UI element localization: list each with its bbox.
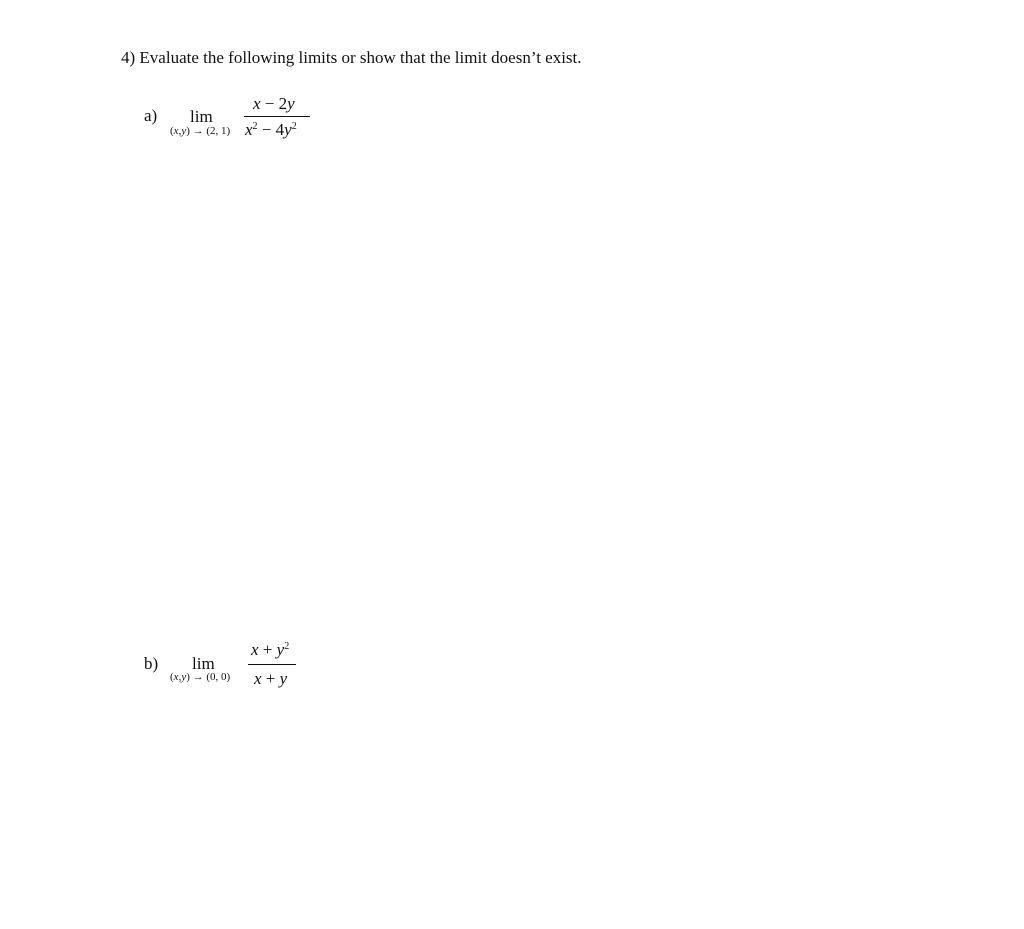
question-prompt	[121, 48, 582, 68]
part-a-denominator	[245, 120, 297, 140]
part-a-lim: lim	[190, 107, 213, 126]
part-a-sub-close: )	[186, 125, 190, 137]
part-b-fraction-bar	[248, 664, 296, 665]
part-b-numerator	[251, 640, 289, 660]
part-b-den-y: y	[279, 669, 288, 688]
part-b-lim-subscript	[170, 671, 230, 683]
part-b-sub-comma: ,	[178, 671, 182, 683]
part-a-den-minus: − 4	[257, 120, 285, 139]
part-a-den-x: x	[245, 120, 253, 139]
part-a-numerator	[253, 94, 295, 114]
question-number: 4)	[121, 48, 136, 67]
question-text: Evaluate the following limits or show that the limit doesn’t exist.	[139, 48, 582, 67]
part-b-num-plus: +	[258, 640, 277, 659]
part-a-lim-subscript	[170, 125, 230, 137]
part-a-label: a)	[144, 106, 158, 125]
part-b-sub-y: y	[181, 671, 187, 683]
part-b-label: b)	[144, 654, 159, 673]
part-b-sub-open: (	[170, 671, 174, 683]
part-b-sub-arrow: →	[189, 671, 207, 683]
part-b-denominator	[254, 669, 287, 689]
part-b-den-x: x	[254, 669, 262, 688]
part-a-den-exp1: 2	[252, 121, 258, 132]
part-a-num-minus: − 2	[260, 94, 288, 113]
part-a-sub-x: x	[173, 125, 179, 137]
part-b-den-plus: +	[261, 669, 280, 688]
part-a-den-exp2: 2	[291, 121, 297, 132]
part-a-den-y: y	[284, 120, 292, 139]
part-b-num-exp: 2	[284, 641, 290, 652]
part-a-sub-comma: ,	[178, 125, 182, 137]
part-b	[0, 640, 500, 700]
part-a-sub-arrow: →	[189, 125, 207, 137]
part-a-num-x: x	[253, 94, 261, 113]
part-b-sub-close: )	[186, 671, 190, 683]
part-a	[0, 94, 500, 154]
part-b-num-x: x	[251, 640, 259, 659]
part-b-lim: lim	[192, 654, 215, 673]
part-a-fraction-bar	[244, 116, 310, 117]
part-b-num-y: y	[276, 640, 285, 659]
part-b-sub-x: x	[173, 671, 179, 683]
part-a-sub-y: y	[181, 125, 187, 137]
part-a-sub-open: (	[170, 125, 174, 137]
part-a-num-y: y	[287, 94, 295, 113]
part-b-sub-point: (0, 0)	[206, 671, 231, 683]
part-a-sub-point: (2, 1)	[206, 125, 231, 137]
